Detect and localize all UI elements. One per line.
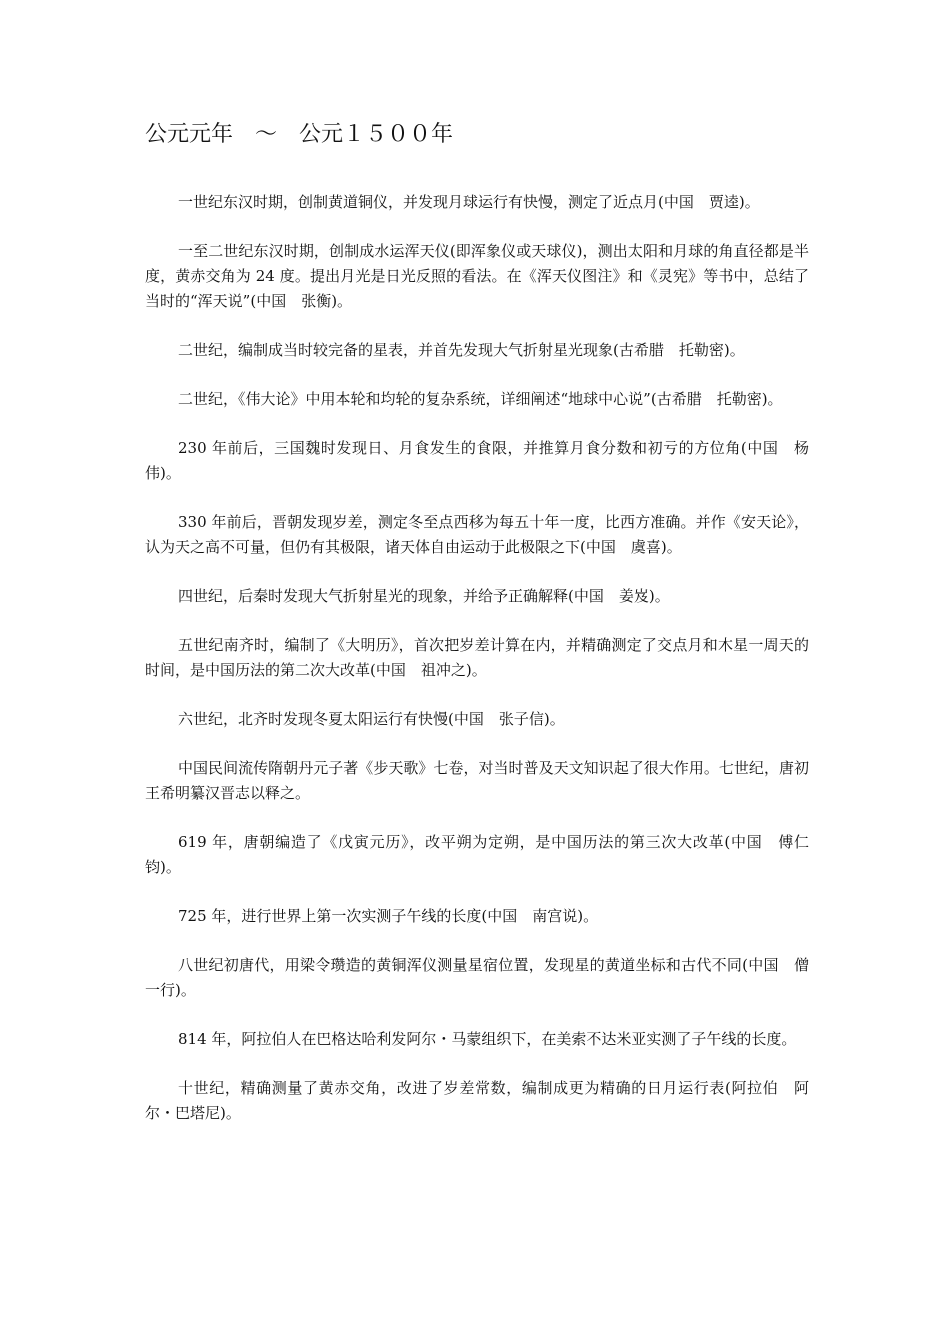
timeline-entries (145, 190, 809, 1150)
timeline-entry: 一至二世纪东汉时期，创制成水运浑天仪(即浑象仪或天球仪)，测出太阳和月球的角直径都是半度，黄赤交角为 24 度。提出月光是日光反照的看法。在《浑天仪图注》和《灵宪》等书中，总结了当时的“浑天说”(中国 张衡)。 (145, 242, 809, 310)
timeline-entry: 725 年，进行世界上第一次实测子午线的长度(中国 南宫说)。 (178, 907, 599, 925)
timeline-entry: 四世纪，后秦时发现大气折射星光的现象，并给予正确解释(中国 姜岌)。 (178, 587, 670, 605)
timeline-entry: 619 年，唐朝编造了《戊寅元历》，改平朔为定朔，是中国历法的第三次大改革(中国 傅仁钧)。 (145, 833, 809, 876)
timeline-entry: 二世纪，编制成当时较完备的星表，并首先发现大气折射星光现象(古希腊 托勒密)。 (178, 341, 745, 359)
timeline-entry: 814 年，阿拉伯人在巴格达哈利发阿尔・马蒙组织下，在美索不达米亚实测了子午线的长度。 (178, 1030, 797, 1048)
timeline-entry: 330 年前后，晋朝发现岁差，测定冬至点西移为每五十年一度，比西方准确。并作《安天论》，认为天之高不可量，但仍有其极限，诸天体自由运动于此极限之下(中国 虞喜)。 (145, 513, 809, 556)
timeline-entry: 六世纪，北齐时发现冬夏太阳运行有快慢(中国 张子信)。 (178, 710, 565, 728)
timeline-entry: 十世纪，精确测量了黄赤交角，改进了岁差常数，编制成更为精确的日月运行表(阿拉伯 阿尔・巴塔尼)。 (145, 1079, 809, 1122)
timeline-entry: 230 年前后，三国魏时发现日、月食发生的食限，并推算月食分数和初亏的方位角(中国 杨伟)。 (145, 439, 809, 482)
timeline-entry: 一世纪东汉时期，创制黄道铜仪，并发现月球运行有快慢，测定了近点月(中国 贾逵)。 (178, 193, 760, 211)
timeline-entry: 中国民间流传隋朝丹元子著《步天歌》七卷，对当时普及天文知识起了很大作用。七世纪，唐初王希明纂汉晋志以释之。 (145, 759, 809, 802)
timeline-entry: 五世纪南齐时，编制了《大明历》，首次把岁差计算在内，并精确测定了交点月和木星一周天的时间，是中国历法的第二次大改革(中国 祖冲之)。 (145, 636, 809, 679)
page-title: 公元元年 ～ 公元１５００年 (145, 122, 454, 147)
timeline-entry: 八世纪初唐代，用梁令瓒造的黄铜浑仪测量星宿位置，发现星的黄道坐标和古代不同(中国 僧一行)。 (145, 956, 809, 999)
timeline-entry: 二世纪，《伟大论》中用本轮和均轮的复杂系统，详细阐述“地球中心说”(古希腊 托勒密)。 (178, 390, 783, 408)
